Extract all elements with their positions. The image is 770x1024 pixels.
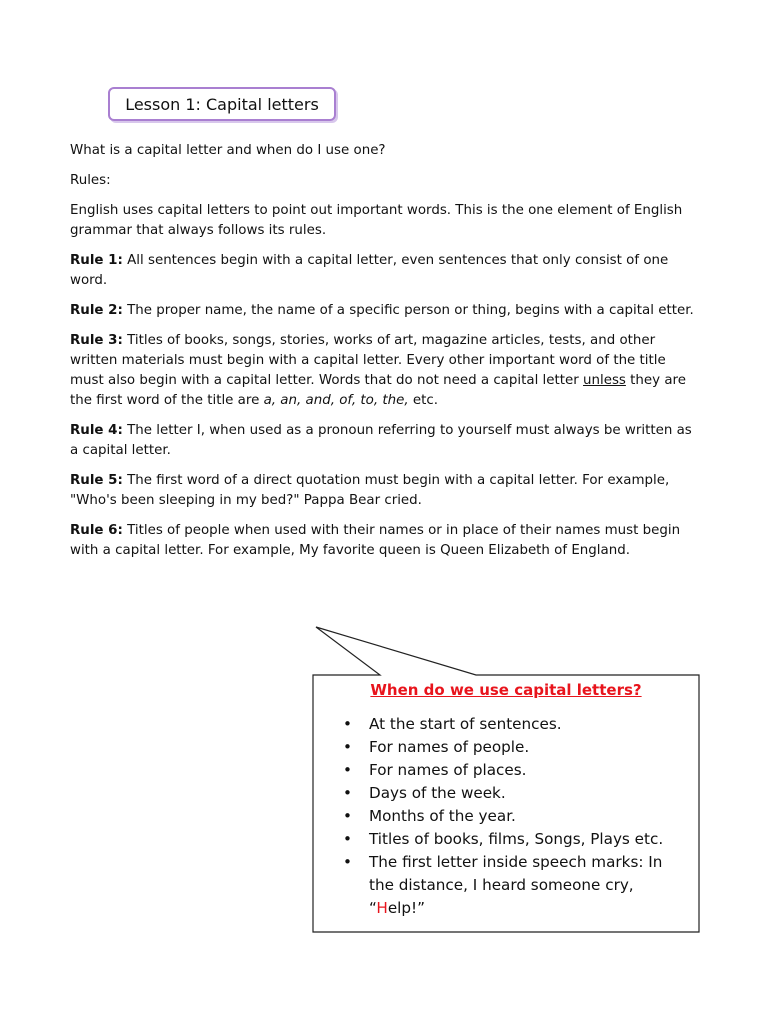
bullet: • <box>343 761 352 779</box>
highlighted-letter: H <box>376 899 388 917</box>
callout-box <box>313 675 699 932</box>
question-text: What is a capital letter and when do I use one? <box>70 143 386 158</box>
rule-text: they are the first word of the title are <box>70 373 686 408</box>
bullet: • <box>343 784 352 802</box>
rule-text: etc. <box>408 393 438 408</box>
rule-text: All sentences begin with a capital letter, even sentences that only consist of one word. <box>70 253 669 288</box>
bullet: • <box>343 853 352 871</box>
rule-label: Rule 2: <box>70 303 123 318</box>
rules-label: Rules: <box>70 173 111 188</box>
list-item: • The first letter inside speech marks: In the distance, I heard someone cry, “Help!” <box>343 853 663 917</box>
list-item: • Months of the year. <box>343 805 683 828</box>
rule-text: The proper name, the name of a specific person or thing, begins with a capital etter. <box>127 303 694 318</box>
rule-label: Rule 1: <box>70 253 123 268</box>
rule-label: Rule 4: <box>70 423 123 438</box>
bullet: • <box>343 807 352 825</box>
callout-list <box>343 713 683 920</box>
rule-text: The first word of a direct quotation must begin with a capital letter. For example, "Who's been sleeping in my bed?" Pappa Bear cried. <box>70 473 670 508</box>
list-item: • For names of people. <box>343 736 683 759</box>
list-item: • Titles of books, films, Songs, Plays etc. <box>343 828 683 851</box>
rule-text: Titles of books, songs, stories, works of art, magazine articles, tests, and other written materials must begin with a capital letter. Every other important word of the title must also begin with a capital letter. Words that do not need a capital letter <box>70 333 666 388</box>
rule-label: Rule 6: <box>70 523 123 538</box>
rule-examples: a, an, and, of, to, the, <box>263 393 409 408</box>
bullet: • <box>343 830 352 848</box>
underlined-word: unless <box>583 373 626 388</box>
lesson-title: Lesson 1: Capital letters <box>125 94 319 114</box>
list-item: • Days of the week. <box>343 782 683 805</box>
rule-label: Rule 3: <box>70 333 123 348</box>
rule-label: Rule 5: <box>70 473 123 488</box>
rule-text: Titles of people when used with their names or in place of their names must begin with a capital letter. For example, My favorite queen is Queen Elizabeth of England. <box>70 523 681 558</box>
intro-text: English uses capital letters to point out important words. This is the one element of English grammar that always follows its rules. <box>70 203 683 238</box>
callout-heading: When do we use capital letters? <box>370 681 642 699</box>
bullet: • <box>343 715 352 733</box>
rule-text: The letter I, when used as a pronoun referring to yourself must always be written as a capital letter. <box>70 423 692 458</box>
list-item: • For names of places. <box>343 759 683 782</box>
list-item: • At the start of sentences. <box>343 713 683 736</box>
bullet: • <box>343 738 352 756</box>
